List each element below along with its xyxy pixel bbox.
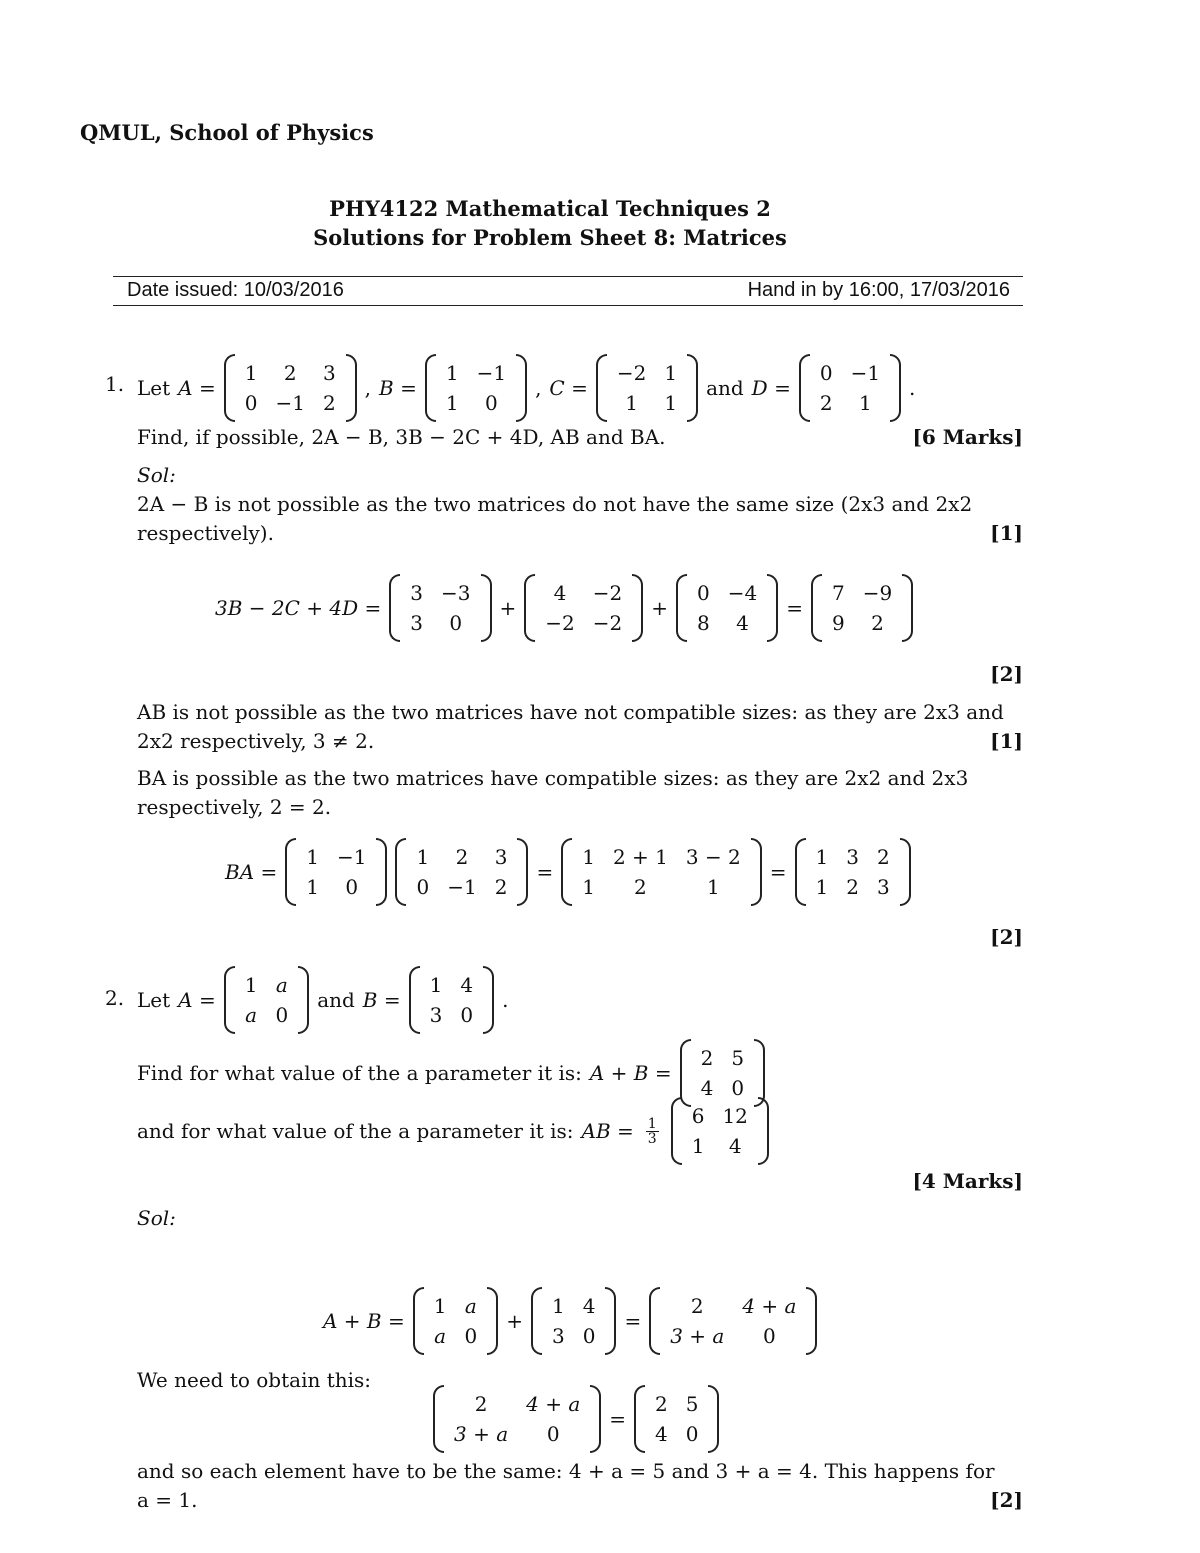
q1-mark-1: [1] [990,521,1023,545]
matrix-entry: 4 [553,581,567,605]
matrix-entry: 0 [546,1422,560,1446]
matrix-entry: 1 [445,391,459,415]
q2-target-1 [680,1043,765,1103]
matrix-entry: 1 [706,875,720,899]
matrix-entry: 2 [690,1294,704,1318]
q2-conclusion-a: and so each element have to be the same: 4 + a = 5 and 3 + a = 4. This happens for [137,1459,995,1483]
matrix-entry: −2 [592,581,623,605]
matrix-entry: 4 + a [742,1294,797,1318]
q2-and: and [317,988,355,1012]
matrix-entry: −1 [447,875,477,899]
matrix-entry: 3 [551,1324,565,1348]
eq1-lhs: 3B − 2C + 4D = [215,596,382,620]
q1-D-label: D = [751,376,791,400]
q2-matrix-B [409,970,494,1030]
matrix-entry: 8 [697,611,710,635]
matrix-entry: −1 [337,845,367,869]
eq2-lhs: BA = [225,860,278,884]
equation-3B-2C-4D: 3B − 2C + 4D = 3 −3 3 0 + 4 −2 −2 −2 + 0 −4 8 4 = 7 −9 9 2 [215,578,913,638]
q1-sol-2a: AB is not possible as the two matrices have not compatible sizes: as they are 2x3 and [137,700,1004,724]
matrix-entry: 6 [691,1104,705,1128]
matrix-C [596,358,698,418]
matrix-entry: 0 [685,1422,699,1446]
matrix-entry: −1 [476,361,507,385]
matrix-entry: 1 [625,391,638,415]
matrix-entry: 4 [700,1076,714,1100]
matrix-entry: 1 [664,361,678,385]
matrix-entry: 1 [815,845,829,869]
q2-target-2 [671,1101,769,1161]
q2-eq-matrix-2 [531,1291,616,1351]
matrix-entry: 2 [455,845,469,869]
matrix-entry: 2 [283,361,297,385]
date-issued: Date issued: 10/03/2016 [127,279,344,301]
q2-find-1 [137,1043,765,1103]
rule-bottom [113,305,1023,306]
matrix-entry: 4 + a [526,1392,581,1416]
q1-definitions: Let A = 1 2 3 0 −1 2 , B = 1 −1 1 0 , C = −2 1 1 1 and D = 0 −1 2 1 . [137,358,915,418]
q2-eq-matrix-1 [413,1291,498,1351]
q2-find-2-text: and for what value of the a parameter it is: [137,1119,574,1143]
q1-sol-label: Sol: [137,463,176,487]
matrix-entry: 1 [244,973,258,997]
matrix-entry: 1 [429,973,443,997]
matrix-entry: 0 [731,1076,745,1100]
eq1-matrix-2 [524,578,643,638]
title-line-2: Solutions for Problem Sheet 8: Matrices [313,225,787,250]
q2-conclusion-b: a = 1. [137,1488,198,1512]
matrix-entry: 1 [416,845,430,869]
matrix-entry: 2 [700,1046,714,1070]
q1-A-label: A = [178,376,216,400]
matrix-entry: 3 [322,361,336,385]
matrix-entry: 1 [306,875,319,899]
q1-sol-1a: 2A − B is not possible as the two matrices do not have the same size (2x3 and 2x2 [137,492,973,516]
matrix-entry: 4 [736,611,749,635]
matrix-entry: 0 [582,1324,596,1348]
matrix-entry: 3 [494,845,508,869]
matrix-entry: 3 + a [670,1324,725,1348]
matrix-entry: 0 [345,875,359,899]
equation-A-plus-B: A + B = 1 a a 0 + 1 4 3 0 = 2 4 + a 3 + a 0 [323,1291,817,1351]
matrix-D [799,358,901,418]
eq2-matrix-3 [561,842,762,902]
matrix-entry: 2 [846,875,860,899]
matrix-entry: 2 [655,1392,668,1416]
matrix-entry: −1 [275,391,305,415]
q1-sol-3a: BA is possible as the two matrices have compatible sizes: as they are 2x2 and 2x3 [137,766,969,790]
matrix-entry: 4 [728,1134,742,1158]
q2-mark-1: [2] [990,1488,1023,1512]
matrix-entry: −9 [862,581,893,605]
matrix-entry: 4 [582,1294,596,1318]
q2-eq-lhs: A + B = [323,1309,405,1333]
rule-top [113,276,1023,277]
matrix-entry: 3 [877,875,890,899]
matrix-entry: 0 [416,875,430,899]
matrix-entry: 12 [722,1104,748,1128]
matrix-entry: 2 [819,391,833,415]
matrix-entry: 1 [664,391,678,415]
q2-need-matrix-1 [433,1389,601,1449]
matrix-entry: −2 [616,361,647,385]
matrix-entry: 3 [429,1003,443,1027]
title-line-1: PHY4122 Mathematical Techniques 2 [329,196,771,221]
matrix-entry: 2 [634,875,647,899]
matrix-entry: 0 [275,1003,289,1027]
matrix-entry: 3 [410,581,424,605]
q2-definitions: Let A = 1 a a 0 and B = 1 4 3 0 . [137,970,508,1030]
institution-header: QMUL, School of Physics [80,120,374,145]
matrix-entry: 2 [877,845,890,869]
q1-sol-1b: respectively). [137,521,274,545]
matrix-A [224,358,357,418]
q2-matrix-A [224,970,309,1030]
matrix-entry: 1 [691,1134,705,1158]
matrix-entry: 9 [831,611,845,635]
matrix-entry: −2 [545,611,575,635]
matrix-entry: 2 [494,875,508,899]
matrix-entry: 1 [551,1294,565,1318]
matrix-entry: 1 [815,875,829,899]
q2-let: Let [137,988,171,1012]
matrix-entry: 1 [858,391,872,415]
eq1-matrix-1 [389,578,491,638]
matrix-entry: 1 [582,845,595,869]
matrix-entry: 0 [484,391,498,415]
matrix-entry: 0 [763,1324,776,1348]
q1-marks: [6 Marks] [912,425,1023,449]
matrix-entry: 0 [464,1324,478,1348]
matrix-entry: 1 [244,361,258,385]
q2-number: 2. [105,986,125,1010]
matrix-entry: 1 [433,1294,447,1318]
q1-mark-3: [1] [990,729,1023,753]
matrix-entry: 0 [460,1003,474,1027]
q2-need-text: We need to obtain this: [137,1368,372,1392]
matrix-entry: 7 [831,581,845,605]
matrix-B [425,358,527,418]
matrix-entry: 3 [410,611,424,635]
matrix-entry: 5 [731,1046,745,1070]
q2-need-matrix-2 [634,1389,719,1449]
eq2-matrix-1 [285,842,387,902]
matrix-entry: 0 [819,361,833,385]
q2-A-label: A = [178,988,216,1012]
equation-BA: BA = 1 −1 1 0 1 2 3 0 −1 2 = 1 2 + 1 3 − 2 1 2 1 = 1 3 2 1 2 3 [225,842,911,902]
eq1-matrix-result [811,578,913,638]
eq2-matrix-result [795,842,911,902]
q2-find-2 [137,1101,769,1161]
q1-B-label: B = [379,376,417,400]
matrix-entry: 3 [846,845,860,869]
matrix-entry: −1 [850,361,881,385]
matrix-entry: 1 [445,361,459,385]
hand-in-date: Hand in by 16:00, 17/03/2016 [747,279,1010,301]
matrix-entry: 2 [322,391,336,415]
q2-find-2-eq: AB = [581,1119,634,1143]
matrix-entry: 3 − 2 [685,845,741,869]
q1-C-label: C = [549,376,588,400]
q1-mark-4: [2] [990,925,1023,949]
q2-B-label: B = [362,988,401,1012]
q1-let: Let [137,376,171,400]
q2-find-1-eq: A + B = [589,1061,672,1085]
matrix-entry: 2 [474,1392,488,1416]
matrix-entry: a [434,1324,447,1348]
matrix-entry: 1 [582,875,595,899]
q1-and: and [706,376,744,400]
q1-mark-2: [2] [990,662,1023,686]
matrix-entry: −3 [441,581,471,605]
matrix-entry: 4 [460,973,474,997]
matrix-entry: −2 [592,611,623,635]
matrix-entry: a [245,1003,258,1027]
one-third-fraction: $\frac{1}{3}$ [647,1115,657,1147]
eq1-matrix-3 [676,578,778,638]
matrix-entry: −4 [727,581,758,605]
q1-sol-2b: 2x2 respectively, 3 ≠ 2. [137,729,375,753]
matrix-entry: 5 [685,1392,699,1416]
matrix-entry: 3 + a [454,1422,509,1446]
q1-number: 1. [105,372,125,396]
matrix-entry: 0 [244,391,258,415]
q2-find-1-text: Find for what value of the a parameter it is: [137,1061,582,1085]
q2-sol-label: Sol: [137,1206,176,1230]
matrix-entry: 0 [449,611,463,635]
matrix-entry: 2 + 1 [612,845,668,869]
matrix-entry: 0 [697,581,710,605]
q2-marks: [4 Marks] [912,1169,1023,1193]
matrix-entry: a [464,1294,477,1318]
matrix-entry: 4 [655,1422,668,1446]
eq2-matrix-2 [395,842,528,902]
matrix-entry: 2 [871,611,884,635]
equation-need: 2 4 + a 3 + a 0 = 2 5 4 0 [433,1389,719,1449]
matrix-entry: a [275,973,288,997]
q1-find-text: Find, if possible, 2A − B, 3B − 2C + 4D, AB and BA. [137,425,666,449]
q1-sol-3b: respectively, 2 = 2. [137,795,332,819]
q2-eq-matrix-3 [649,1291,817,1351]
matrix-entry: 1 [306,845,319,869]
